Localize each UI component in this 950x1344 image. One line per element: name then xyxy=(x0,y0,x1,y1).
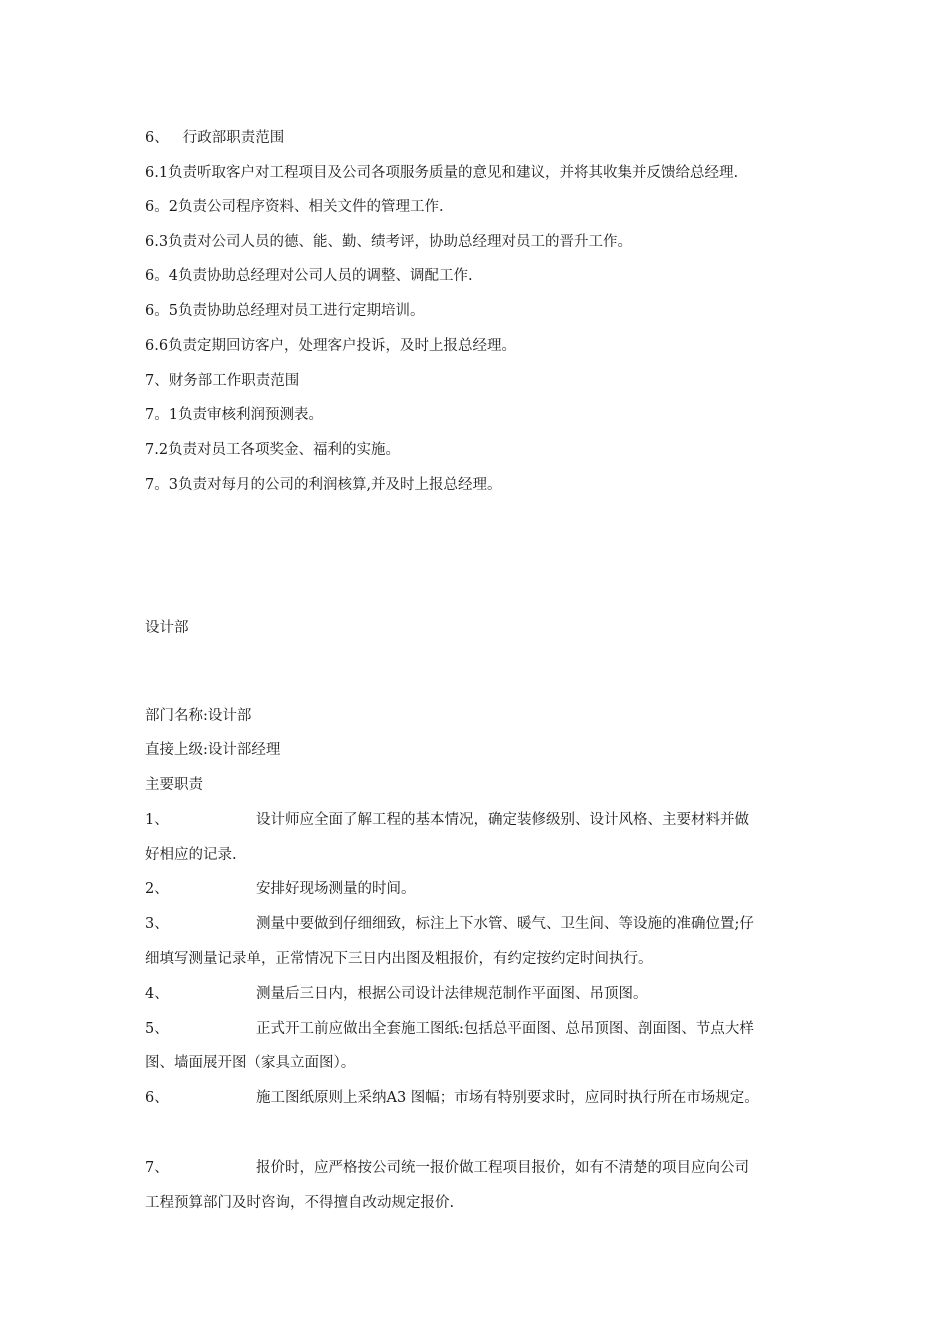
duty-text: 施工图纸原则上采纳A3 图幅；市场有特别要求时，应同时执行所在市场规定。 xyxy=(256,1090,759,1106)
duty-number: 6、 xyxy=(145,1090,169,1106)
duty-text: 测量中要做到仔细细致，标注上下水管、暖气、卫生间、等设施的准确位置;仔 xyxy=(256,916,754,932)
duty-item-6 xyxy=(145,1088,759,1108)
duty-text: 正式开工前应做出全套施工图纸:包括总平面图、总吊顶图、剖面图、节点大样 xyxy=(256,1021,754,1037)
duty-item-4 xyxy=(145,984,648,1004)
admin-item: 6。4负责协助总经理对公司人员的调整、调配工作. xyxy=(145,268,473,284)
finance-item: 7。3负责对每月的公司的利润核算,并及时上报总经理。 xyxy=(145,477,502,493)
design-dept-name: 部门名称:设计部 xyxy=(145,708,252,724)
duty-item-2 xyxy=(145,879,416,899)
design-title: 设计部 xyxy=(145,620,189,636)
duty-text: 设计师应全面了解工程的基本情况，确定装修级别、设计风格、主要材料并做 xyxy=(256,812,749,828)
admin-item: 6。2负责公司程序资料、相关文件的管理工作. xyxy=(145,199,444,215)
duty-item-1 xyxy=(145,810,749,830)
duty-text: 报价时，应严格按公司统一报价做工程项目报价，如有不清楚的项目应向公司 xyxy=(256,1160,749,1176)
duty-text: 安排好现场测量的时间。 xyxy=(256,881,416,897)
duty-number: 2、 xyxy=(145,881,169,897)
admin-item: 6。5负责协助总经理对员工进行定期培训。 xyxy=(145,303,425,319)
finance-heading: 7、财务部工作职责范围 xyxy=(145,373,300,389)
duty-number: 3、 xyxy=(145,916,169,932)
duty-item-3-continued: 细填写测量记录单，正常情况下三日内出图及粗报价，有约定按约定时间执行。 xyxy=(145,951,653,967)
finance-item: 7.2负责对员工各项奖金、福利的实施。 xyxy=(145,442,401,458)
admin-heading-number: 6、 xyxy=(145,130,169,146)
duty-item-5-continued: 图、墙面展开图（家具立面图）。 xyxy=(145,1055,356,1071)
admin-item: 6.1负责听取客户对工程项目及公司各项服务质量的意见和建议，并将其收集并反馈给总经理. xyxy=(145,165,739,181)
duty-number: 7、 xyxy=(145,1160,169,1176)
duty-item-7 xyxy=(145,1158,749,1178)
admin-heading-text: 行政部职责范围 xyxy=(182,130,285,146)
design-duties-heading: 主要职责 xyxy=(145,777,203,793)
duty-item-3 xyxy=(145,914,754,934)
duty-number: 1、 xyxy=(145,812,169,828)
admin-item: 6.3负责对公司人员的德、能、勤、绩考评，协助总经理对员工的晋升工作。 xyxy=(145,234,633,250)
duty-number: 5、 xyxy=(145,1021,169,1037)
finance-item: 7。1负责审核利润预测表。 xyxy=(145,407,323,423)
admin-heading xyxy=(145,128,284,148)
design-superior: 直接上级:设计部经理 xyxy=(145,742,281,758)
duty-item-1-continued: 好相应的记录. xyxy=(145,847,237,863)
duty-text: 测量后三日内，根据公司设计法律规范制作平面图、吊顶图。 xyxy=(256,986,648,1002)
duty-item-7-continued: 工程预算部门及时咨询，不得擅自改动规定报价. xyxy=(145,1195,455,1211)
duty-number: 4、 xyxy=(145,986,169,1002)
duty-item-5 xyxy=(145,1019,754,1039)
admin-item: 6.6负责定期回访客户，处理客户投诉，及时上报总经理。 xyxy=(145,338,517,354)
